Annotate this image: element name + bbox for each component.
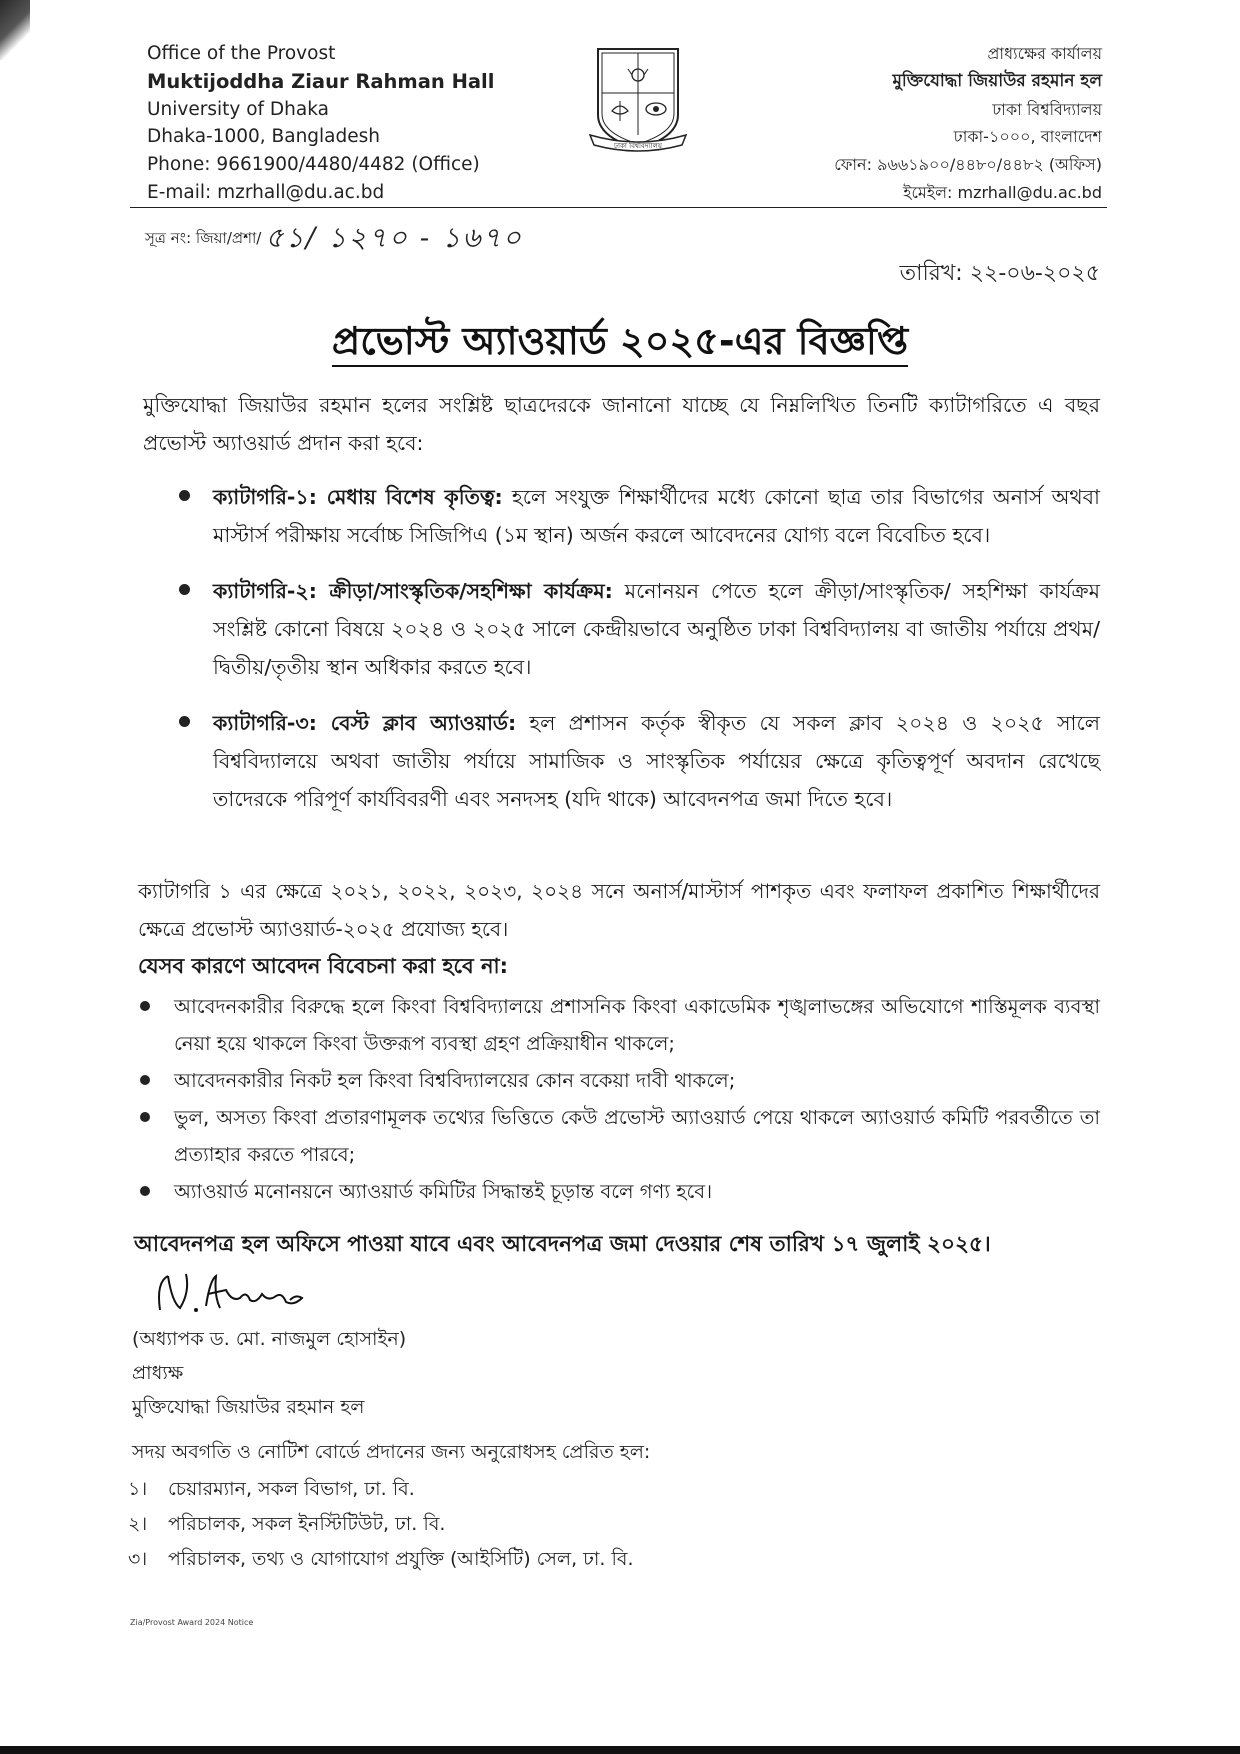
exclusion-item (138, 1099, 1100, 1173)
signatory-block (132, 1322, 406, 1424)
email-bn: ইমেইল: mzrhall@du.ac.bd (903, 182, 1102, 202)
file-reference-footer: Zia/Provost Award 2024 Notice (130, 1618, 254, 1627)
eligibility-note: ক্যাটাগরি ১ এর ক্ষেত্রে ২০২১, ২০২২, ২০২৩, ২০২৪ সনে অনার্স/মাস্টার্স পাশকৃত এবং ফলাফল প্রকাশিত শিক্ষার্থীদের ক্ষেত্রে প্রভোস্ট অ্যাওয়ার্ড-২০২৫ প্রযোজ্য হবে। (138, 879, 1100, 941)
phone-bn: ফোন: ৯৬৬১৯০০/৪৪৮০/৪৪৮২ (অফিস) (834, 155, 1102, 175)
exclusion-text: আবেদনকারীর বিরুদ্ধে হলে কিংবা বিশ্ববিদ্যালয়ে প্রশাসনিক কিংবা একাডেমিক শৃঙ্খলাভঙ্গের অভিযোগে শাস্তিমূলক ব্যবস্থা নেয়া হয়ে থাকলে কিংবা উক্তরূপ ব্যবস্থা গ্রহণ প্রক্রিয়াধীন থাকলে; (174, 995, 1100, 1055)
category-label: ক্যাটাগরি-৩: বেস্ট ক্লাব অ্যাওয়ার্ড: (213, 711, 517, 735)
exclusion-item (138, 1173, 1100, 1210)
exclusion-item (138, 1062, 1100, 1099)
copy-to-item (128, 1472, 634, 1507)
category-label: ক্যাটাগরি-২: ক্রীড়া/সাংস্কৃতিক/সহশিক্ষা কার্যক্রম: (213, 579, 613, 603)
office-label-bn: প্রাধ্যক্ষের কার্যালয় (987, 44, 1102, 63)
reference-label: সূত্র নং: জিয়া/প্রশা/ (145, 229, 262, 247)
bullet-icon (179, 716, 190, 727)
header-divider (130, 207, 1107, 208)
copy-to-number: ৩। (128, 1548, 148, 1570)
bullet-icon (140, 1112, 150, 1122)
exclusion-list (138, 988, 1100, 1210)
notice-title-text: প্রভোস্ট অ্যাওয়ার্ড ২০২৫-এর বিজ্ঞপ্তি (332, 319, 908, 367)
copy-to-list (128, 1472, 634, 1577)
copy-to-text: পরিচালক, তথ্য ও যোগাযোগ প্রযুক্তি (আইসিটি) সেল, ঢা. বি. (168, 1548, 634, 1570)
reference-number (145, 216, 523, 263)
bullet-icon (140, 1001, 150, 1011)
header-bengali (834, 40, 1102, 207)
intro-paragraph: মুক্তিযোদ্ধা জিয়াউর রহমান হলের সংশ্লিষ্ট ছাত্রদেরকে জানানো যাচ্ছে যে নিম্নলিখিত তিনটি ক্যাটাগরিতে এ বছর প্রভোস্ট অ্যাওয়ার্ড প্রদান করা হবে: (143, 393, 1100, 455)
scan-bottom-edge (0, 1746, 1240, 1754)
university-bn: ঢাকা বিশ্ববিদ্যালয় (992, 99, 1102, 119)
signatory-name: (অধ্যাপক ড. মো. নাজমুল হোসাইন) (132, 1328, 407, 1350)
exclusion-text: আবেদনকারীর নিকট হল কিংবা বিশ্ববিদ্যালয়ের কোন বকেয়া দাবী থাকলে; (174, 1069, 736, 1092)
email-en: E-mail: mzrhall@du.ac.bd (147, 181, 385, 203)
university-crest-logo (588, 45, 688, 157)
category-item (143, 478, 1100, 554)
copy-to-number: ২। (128, 1513, 148, 1535)
hall-name-bn: মুক্তিযোদ্ধা জিয়াউর রহমান হল (892, 70, 1102, 91)
bullet-icon (140, 1075, 150, 1085)
signatory-hall: মুক্তিযোদ্ধা জিয়াউর রহমান হল (132, 1396, 365, 1418)
exclusion-item (138, 988, 1100, 1062)
address-en: Dhaka-1000, Bangladesh (147, 126, 381, 148)
copy-to-text: পরিচালক, সকল ইনস্টিটিউট, ঢা. বি. (168, 1513, 446, 1535)
header-english (147, 40, 494, 207)
deadline-statement: আবেদনপত্র হল অফিসে পাওয়া যাবে এবং আবেদনপত্র জমা দেওয়ার শেষ তারিখ ১৭ জুলাই ২০২৫। (134, 1232, 991, 1257)
notice-date: তারিখ: ২২-০৬-২০২৫ (899, 261, 1100, 286)
crest-banner-text: ঢাকা বিশ্ববিদ্যালয় (613, 142, 663, 150)
phone-en: Phone: 9661900/4480/4482 (Office) (147, 154, 480, 176)
reference-handwritten: ৫১/ ১২৭০ - ১৬৭০ (265, 221, 523, 254)
hall-name-en: Muktijoddha Ziaur Rahman Hall (147, 69, 495, 93)
copy-to-number: ১। (128, 1478, 148, 1500)
handwritten-signature (150, 1262, 330, 1322)
copy-to-text: চেয়ারম্যান, সকল বিভাগ, ঢা. বি. (168, 1478, 415, 1500)
exclusion-heading: যেসব কারণে আবেদন বিবেচনা করা হবে না: (138, 954, 508, 978)
university-en: University of Dhaka (147, 98, 329, 120)
category-label: ক্যাটাগরি-১: মেধায় বিশেষ কৃতিত্ব: (213, 485, 503, 509)
bullet-icon (140, 1186, 150, 1196)
copy-to-item (128, 1507, 634, 1542)
category-item (143, 704, 1100, 818)
bullet-icon (179, 584, 190, 595)
exclusion-text: ভুল, অসত্য কিংবা প্রতারণামূলক তথ্যের ভিত্তিতে কেউ প্রভোস্ট অ্যাওয়ার্ড পেয়ে থাকলে অ্যাওয়ার্ড কমিটি পরবর্তীতে তা প্রত্যাহার করতে পারবে; (174, 1106, 1100, 1166)
category-text: হলে সংযুক্ত শিক্ষার্থীদের মধ্যে কোনো ছাত্র তার বিভাগের অনার্স অথবা মাস্টার্স পরীক্ষায় সর্বোচ্চ সিজিপিএ (১ম স্থান) অর্জন করলে আবেদনের যোগ্য বলে বিবেচিত হবে। (213, 485, 1100, 547)
address-bn: ঢাকা-১০০০, বাংলাদেশ (953, 127, 1102, 147)
scan-corner-artifact (0, 0, 30, 60)
category-item (143, 572, 1100, 686)
category-text: হল প্রশাসন কর্তৃক স্বীকৃত যে সকল ক্লাব ২০২৪ ও ২০২৫ সালে বিশ্ববিদ্যালয়ে অথবা জাতীয় পর্যায়ে সামাজিক ও সাংস্কৃতিক পর্যায়ের ক্ষেত্রে কৃতিত্বপূর্ণ অবদান রেখেছে তাদেরকে পরিপূর্ণ কার্যবিবরণী এবং সনদসহ (যদি থাকে) আবেদনপত্র জমা দিতে হবে। (213, 711, 1100, 811)
copy-to-heading: সদয় অবগতি ও নোটিশ বোর্ডে প্রদানের জন্য অনুরোধসহ প্রেরিত হল: (132, 1441, 651, 1463)
notice-title (0, 312, 1240, 376)
office-label-en: Office of the Provost (147, 43, 336, 64)
signatory-designation: প্রাধ্যক্ষ (132, 1362, 184, 1384)
category-text: মনোনয়ন পেতে হলে ক্রীড়া/সাংস্কৃতিক/ সহশিক্ষা কার্যক্রম সংশ্লিষ্ট কোনো বিষয়ে ২০২৪ ও ২০২৫ সালে কেন্দ্রীয়ভাবে অনুষ্ঠিত ঢাকা বিশ্ববিদ্যালয় বা জাতীয় পর্যায়ে প্রথম/দ্বিতীয়/তৃতীয় স্থান অধিকার করতে হবে। (213, 579, 1100, 679)
exclusion-text: অ্যাওয়ার্ড মনোনয়নে অ্যাওয়ার্ড কমিটির সিদ্ধান্তই চূড়ান্ত বলে গণ্য হবে। (174, 1180, 713, 1203)
copy-to-item (128, 1542, 634, 1577)
category-list (143, 478, 1100, 836)
bullet-icon (179, 490, 190, 501)
